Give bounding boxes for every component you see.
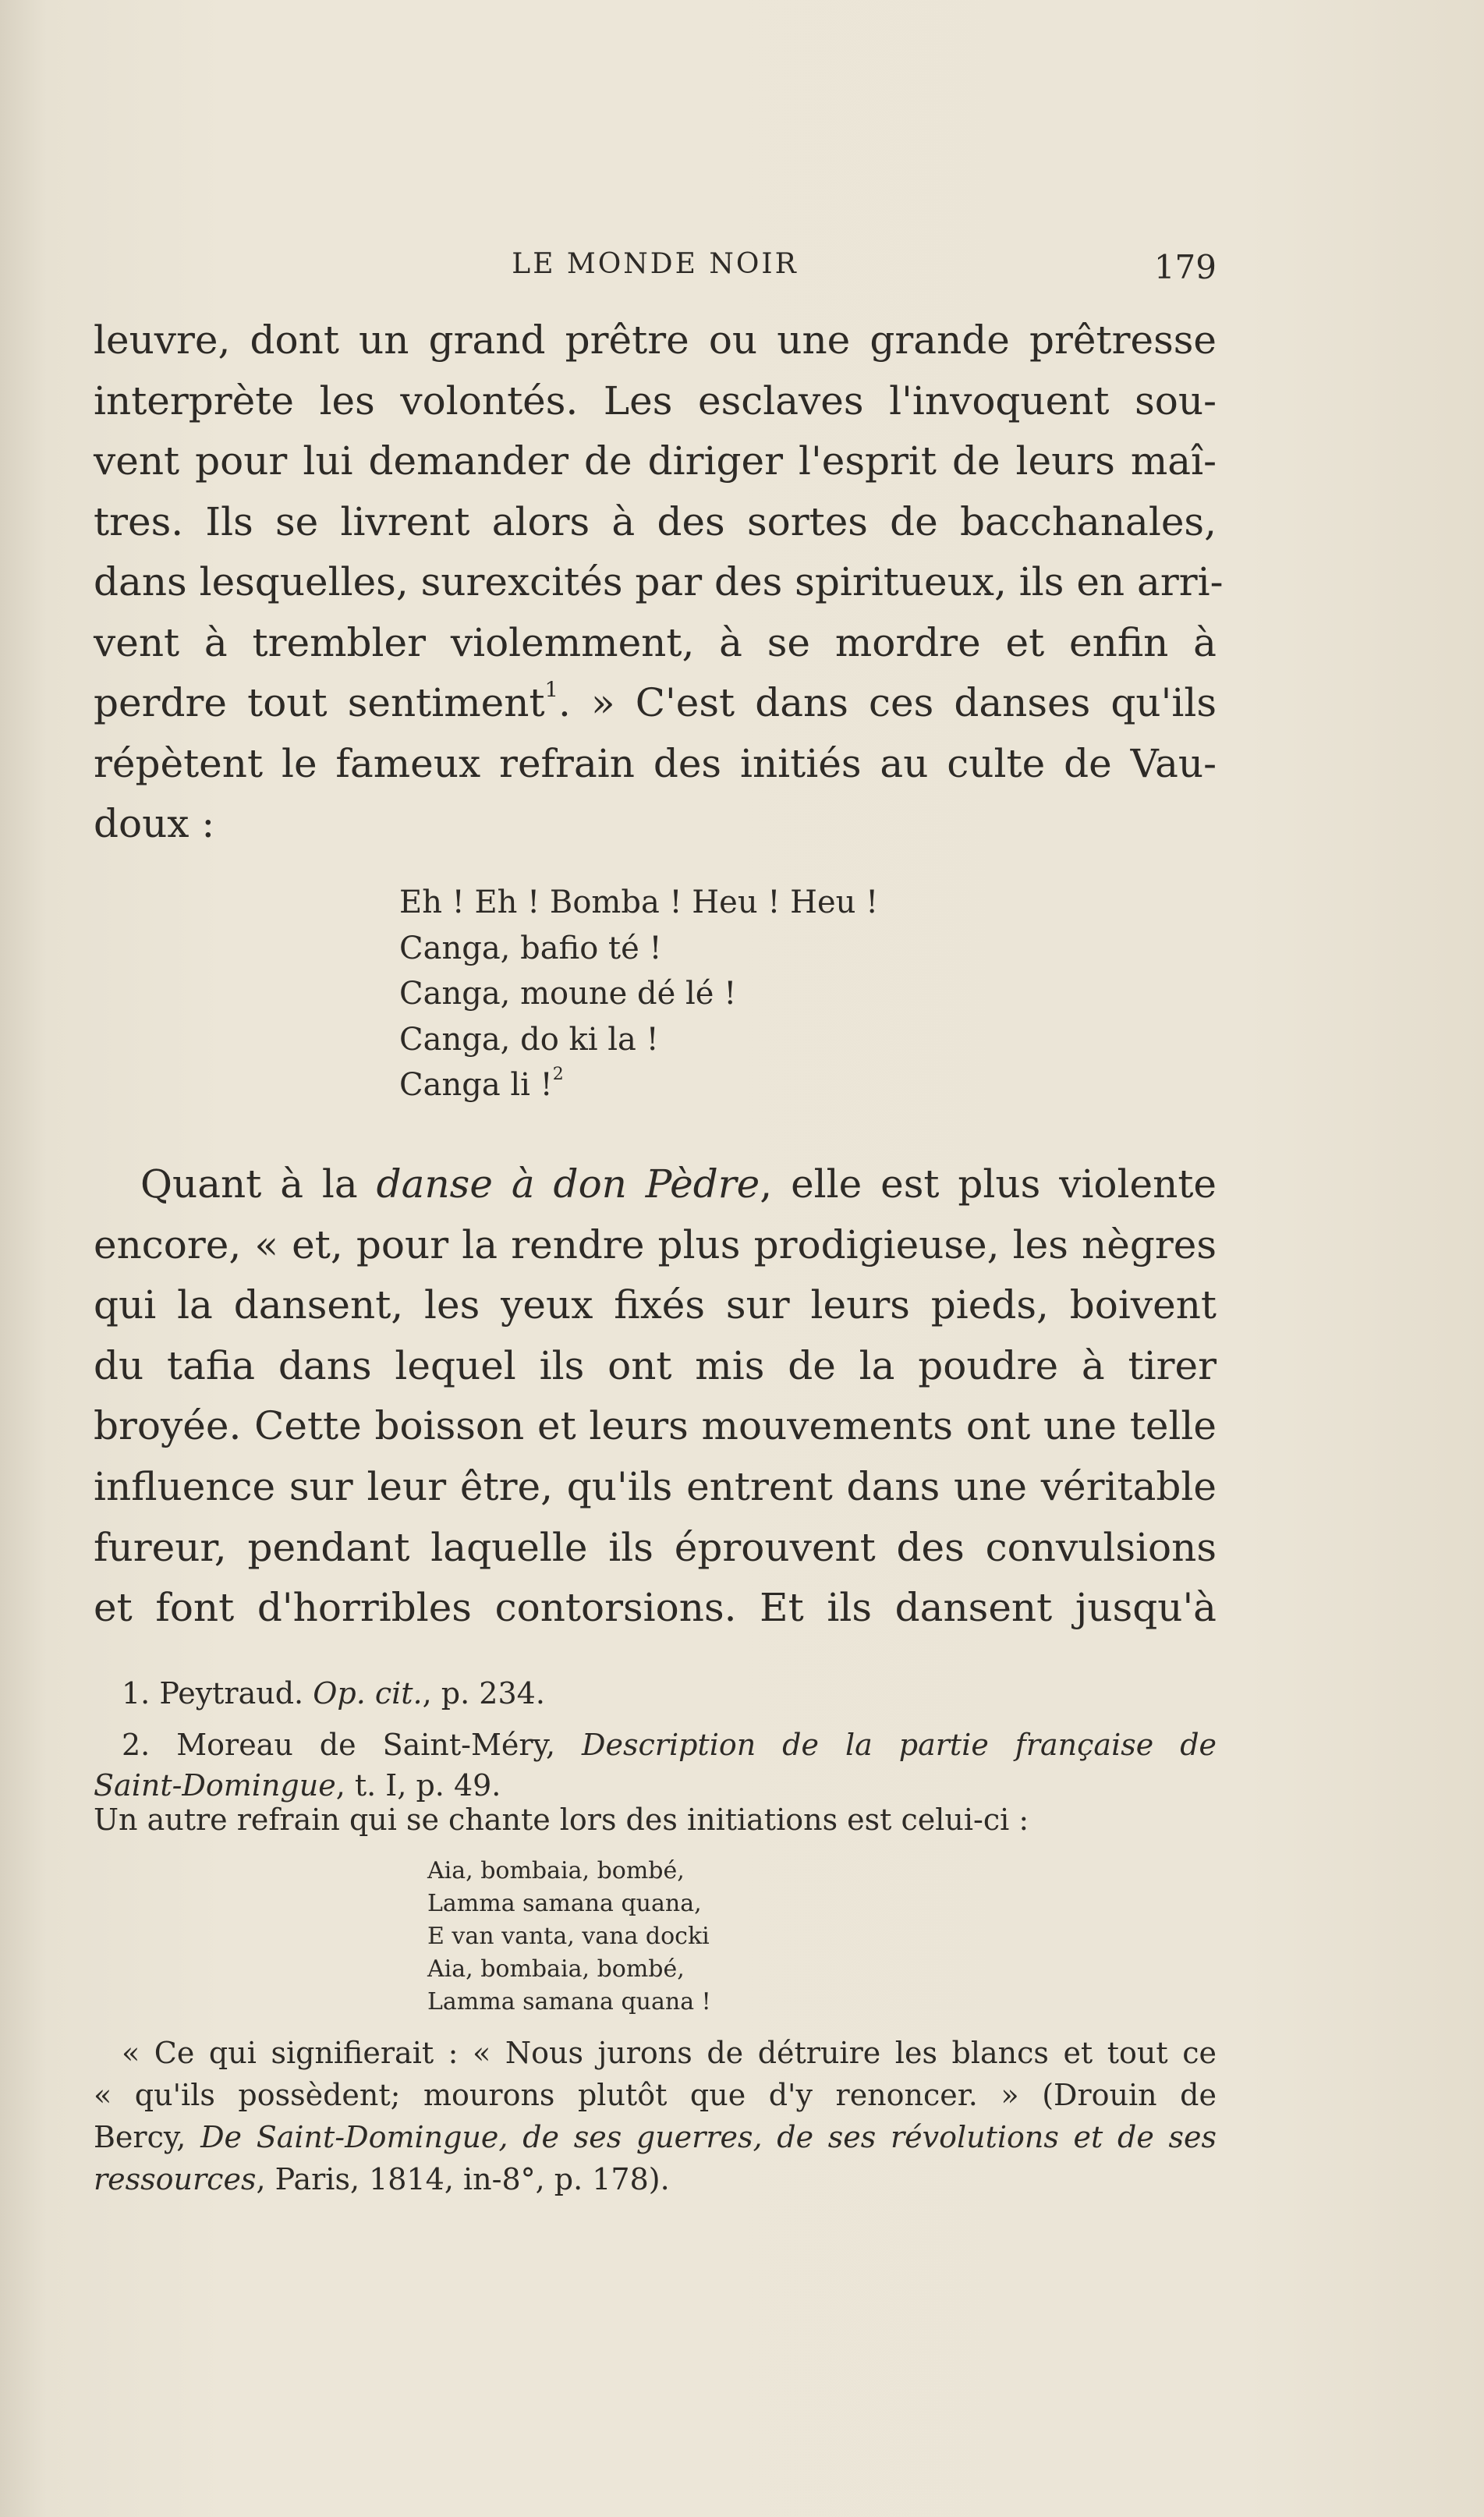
paragraph-1 [94,310,1224,855]
text-fragment: , t. I, p. 49. [335,1768,501,1803]
running-title: LE MONDE NOIR [512,248,799,280]
footnote-number: 2. [122,1728,151,1762]
footnotes [94,1673,1217,1840]
running-head [94,248,1217,287]
verse-line: Lamma samana quana, [427,1890,702,1917]
verse-line: Eh ! Eh ! Bomba ! Heu ! Heu ! [399,884,879,920]
text-line [94,673,1217,734]
verse-line: Aia, bombaia, bombé, [427,1857,685,1884]
text-line: répètent le fameux refrain des initiés au culte de Vau- [94,740,1217,786]
footnote-2 [94,1725,1217,1765]
text-line: vent à trembler violemment, à se mordre et enfin à [94,619,1217,665]
emphasis: Saint-Domingue [94,1768,336,1803]
text-line: tres. Ils se livrent alors à des sortes de bacchanales, [94,498,1217,544]
emphasis: ressources [94,2162,257,2196]
text-line: encore, « et, pour la rendre plus prodigieuse, les nègres [94,1221,1217,1267]
footnote-ref-1[interactable]: 1 [544,677,559,703]
spacer [94,1714,1217,1725]
footnote-2-translation [94,2032,1217,2200]
text-line: dans lesquelles, surexcités par des spiritueux, ils en arri- [94,559,1224,604]
footnote-verse [427,1855,711,2019]
text-line [94,1154,1217,1215]
text-line: doux : [94,801,215,846]
verse-line: Canga, moune dé lé ! [399,976,737,1012]
text-line [94,2158,1217,2200]
text-fragment: Quant à la [140,1161,377,1207]
page-number: 179 [1153,248,1217,286]
text-line: « Ce qui signifierait : « Nous jurons de détruire les blancs et tout ce [122,2036,1217,2070]
footnote-2-intro: Un autre refrain qui se chante lors des initiations est celui-ci : [94,1803,1029,1837]
text-fragment: . » C'est dans ces danses qu'ils [558,680,1217,725]
verse-line [399,1062,878,1108]
text-fragment: Canga li ! [399,1067,553,1103]
emphasis: danse à don Pèdre [376,1161,760,1207]
emphasis: Op. cit. [313,1676,423,1710]
footnote-2-cont [94,1765,1217,1803]
text-fragment: , elle est plus violente [760,1161,1217,1207]
text-fragment: Bercy, [94,2120,201,2154]
verse-line: Canga, bafio té ! [399,930,662,966]
text-fragment: , Paris, 1814, in-8°, p. 178). [256,2162,670,2196]
text-line: leuvre, dont un grand prêtre ou une grande prêtresse [94,317,1217,363]
text-line: qui la dansent, les yeux fixés sur leurs pieds, boivent [94,1282,1217,1328]
text-line: et font d'horribles contorsions. Et ils dansent jusqu'à [94,1585,1217,1631]
footnote-1 [94,1673,1217,1714]
text-line: broyée. Cette boisson et leurs mouvements ont une telle [94,1403,1217,1449]
verse-line: E van vanta, vana docki [427,1923,710,1950]
text-line: fureur, pendant laquelle ils éprouvent des convulsions [94,1524,1217,1570]
text-fragment: Peytraud. [150,1676,313,1710]
text-line: du tafia dans lequel ils ont mis de la poudre à tirer [94,1342,1217,1388]
text-fragment: , p. 234. [422,1676,545,1710]
text-line [94,2116,1217,2158]
footnote-ref-2[interactable]: 2 [552,1065,564,1085]
emphasis: Description de la partie française de [582,1728,1217,1762]
text-line: « qu'ils possèdent; mourons plutôt que d'y renoncer. » (Drouin de [94,2078,1217,2112]
text-line: vent pour lui demander de diriger l'esprit de leurs maî- [94,438,1217,484]
verse-line: Aia, bombaia, bombé, [427,1955,685,1983]
text-line: influence sur leur être, qu'ils entrent dans une véritable [94,1463,1217,1509]
text-line: interprète les volontés. Les esclaves l'invoquent sou- [94,378,1217,424]
verse-block [399,880,878,1108]
paragraph-2 [94,1154,1217,1639]
emphasis: De Saint-Domingue, de ses guerres, de ses révolutions et de ses [200,2120,1217,2154]
verse-line: Canga, do ki la ! [399,1021,659,1058]
verse-line: Lamma samana quana ! [427,1988,711,2015]
text-fragment: Moreau de Saint-Méry, [150,1728,583,1762]
footnote-number: 1. [122,1676,151,1710]
text-fragment: perdre tout sentiment [94,680,545,725]
